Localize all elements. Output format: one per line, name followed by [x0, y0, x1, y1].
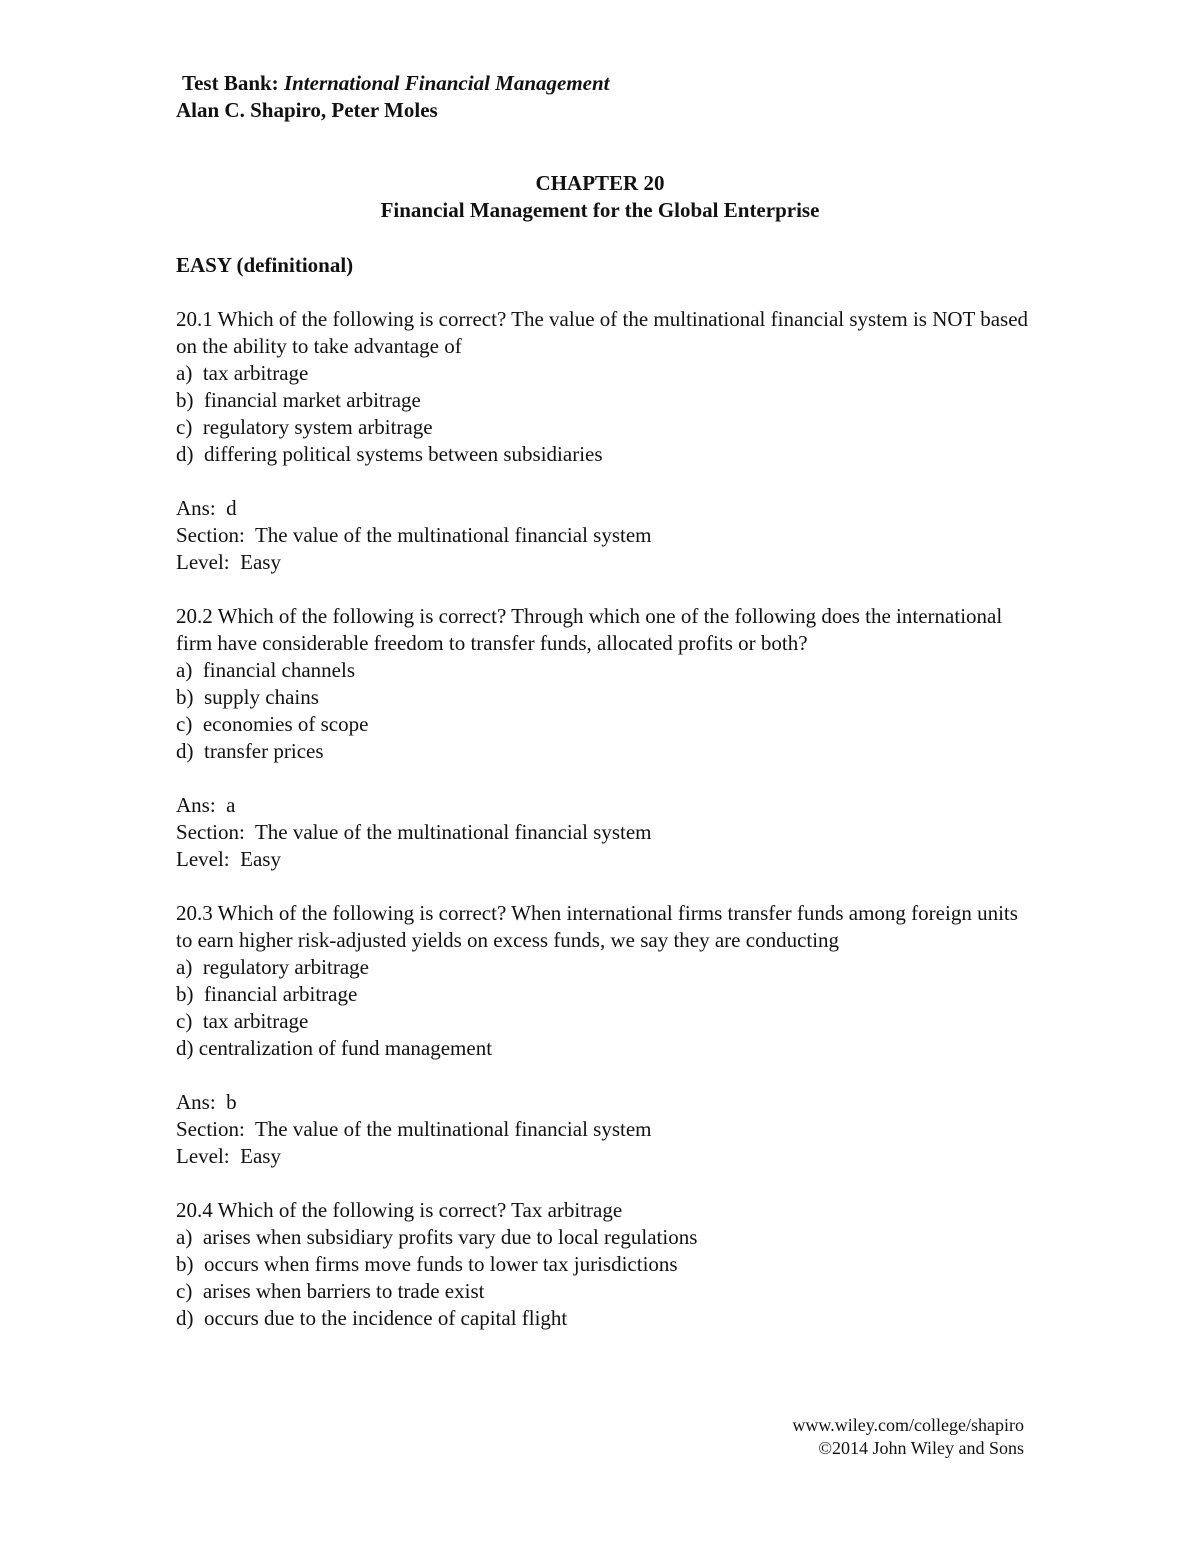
chapter-title: Financial Management for the Global Enterprise — [380, 198, 820, 222]
question-text: 20.3 Which of the following is correct? When international firms transfer funds among foreign units to earn higher risk-adjusted yields on excess funds, we say they are conducting — [176, 901, 1018, 952]
option-a: a) regulatory arbitrage — [176, 955, 369, 979]
chapter-heading — [0, 170, 1200, 224]
option-a: a) financial channels — [176, 658, 355, 682]
section-line: Section: The value of the multinational financial system — [176, 820, 652, 844]
answer-block — [176, 1089, 1036, 1170]
book-title: International Financial Management — [283, 71, 610, 95]
option-d: d) transfer prices — [176, 739, 324, 763]
document-footer — [792, 1414, 1024, 1460]
option-b: b) supply chains — [176, 685, 319, 709]
option-b: b) occurs when firms move funds to lower tax jurisdictions — [176, 1252, 678, 1276]
option-c: c) tax arbitrage — [176, 1009, 309, 1033]
option-d: d) centralization of fund management — [176, 1036, 493, 1060]
question-text: 20.2 Which of the following is correct? Through which one of the following does the international firm have considerable freedom to transfer funds, allocated profits or both? — [176, 604, 1003, 655]
question-text: 20.4 Which of the following is correct? Tax arbitrage — [176, 1198, 623, 1222]
option-d: d) occurs due to the incidence of capital flight — [176, 1306, 568, 1330]
level-line: Level: Easy — [176, 1144, 281, 1168]
question-20-2 — [176, 603, 1036, 873]
test-bank-line — [176, 70, 1036, 97]
chapter-label: CHAPTER 20 — [535, 171, 665, 195]
authors-line: Alan C. Shapiro, Peter Moles — [176, 98, 438, 122]
answer-line: Ans: b — [176, 1090, 237, 1114]
publisher-url: www.wiley.com/college/shapiro — [792, 1415, 1024, 1435]
option-c: c) arises when barriers to trade exist — [176, 1279, 485, 1303]
test-bank-prefix: Test Bank: — [182, 71, 284, 95]
level-line: Level: Easy — [176, 550, 281, 574]
option-c: c) regulatory system arbitrage — [176, 415, 433, 439]
question-list — [176, 252, 1036, 1359]
option-b: b) financial market arbitrage — [176, 388, 421, 412]
document-header — [176, 70, 1036, 124]
level-line: Level: Easy — [176, 847, 281, 871]
question-text: 20.1 Which of the following is correct? The value of the multinational financial system is NOT based on the ability to take advantage of — [176, 307, 1029, 358]
section-line: Section: The value of the multinational financial system — [176, 1117, 652, 1141]
option-a: a) arises when subsidiary profits vary due to local regulations — [176, 1225, 698, 1249]
option-c: c) economies of scope — [176, 712, 369, 736]
answer-line: Ans: a — [176, 793, 236, 817]
option-b: b) financial arbitrage — [176, 982, 358, 1006]
option-a: a) tax arbitrage — [176, 361, 309, 385]
difficulty-heading: EASY (definitional) — [176, 253, 354, 277]
option-d: d) differing political systems between subsidiaries — [176, 442, 603, 466]
section-line: Section: The value of the multinational financial system — [176, 523, 652, 547]
question-20-4 — [176, 1197, 1036, 1332]
question-20-1 — [176, 306, 1036, 576]
answer-block — [176, 792, 1036, 873]
answer-line: Ans: d — [176, 496, 237, 520]
answer-block — [176, 495, 1036, 576]
copyright-notice: ©2014 John Wiley and Sons — [818, 1438, 1024, 1458]
question-20-3 — [176, 900, 1036, 1170]
